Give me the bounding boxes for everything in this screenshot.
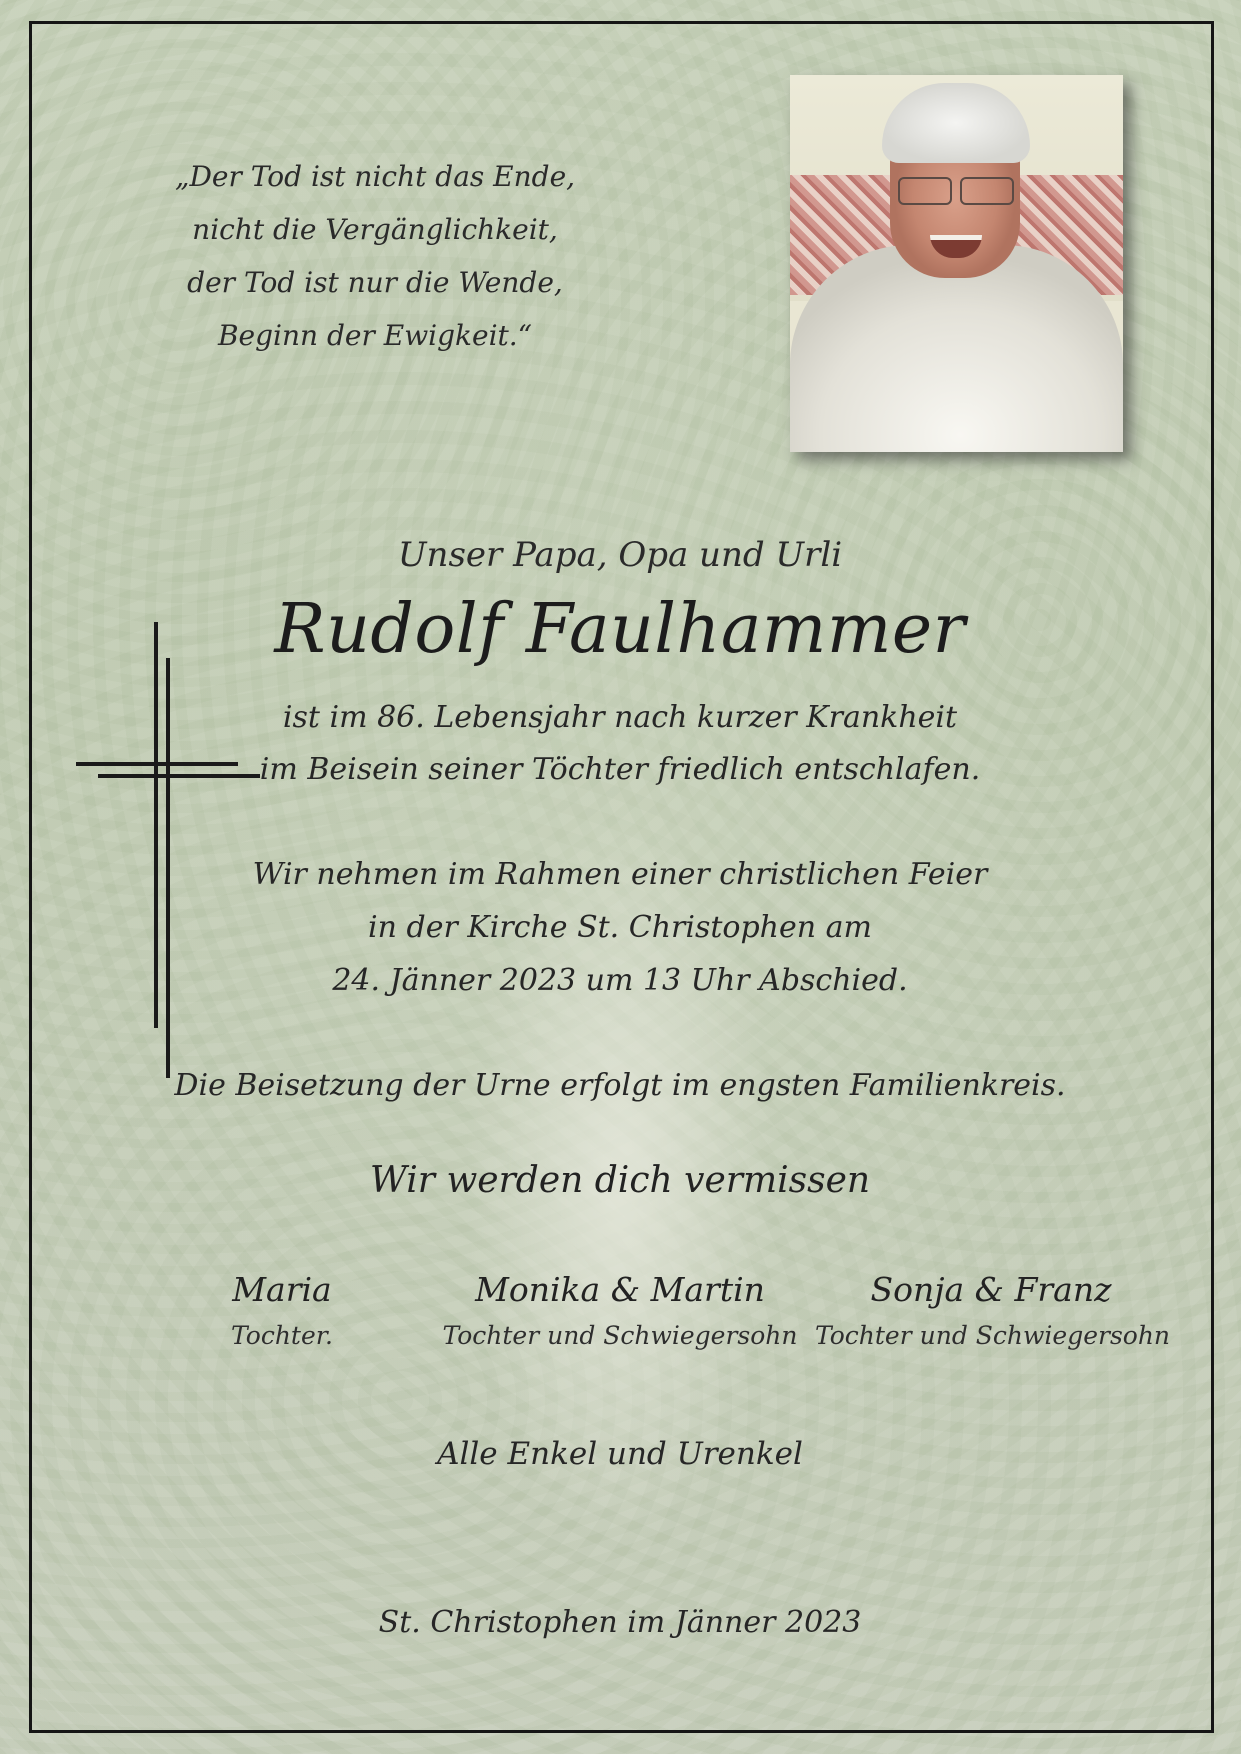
deceased-name: Rudolf Faulhammer: [274, 590, 966, 669]
cross-icon: [76, 622, 260, 1078]
mourner-entry: [440, 1270, 800, 1350]
passing-line: ist im 86. Lebensjahr nach kurzer Krankheit: [282, 700, 958, 735]
intro-line: Unser Papa, Opa und Urli: [397, 535, 843, 575]
place-date-line: St. Christophen im Jänner 2023: [378, 1605, 862, 1640]
quote-line: Beginn der Ewigkeit.“: [217, 319, 532, 352]
quote-line: nicht die Vergänglichkeit,: [192, 213, 558, 246]
mourner-entry: [815, 1270, 1171, 1350]
quote-line: der Tod ist nur die Wende,: [187, 266, 563, 299]
ceremony-line: 24. Jänner 2023 um 13 Uhr Abschied.: [332, 963, 908, 998]
quote-line: „Der Tod ist nicht das Ende,: [174, 160, 576, 193]
grandchildren-line: Alle Enkel und Urenkel: [437, 1436, 803, 1472]
mourner-name: Sonja & Franz: [870, 1270, 1112, 1309]
ceremony-line: Wir nehmen im Rahmen einer christlichen Feier: [252, 857, 988, 892]
mourner-relation: Tochter und Schwiegersohn: [815, 1321, 1171, 1350]
quote-block: [130, 150, 620, 362]
closing-line: Wir werden dich vermissen: [369, 1160, 871, 1201]
mourner-name: Maria: [232, 1270, 332, 1309]
mourner-relation: Tochter.: [231, 1321, 333, 1350]
ceremony-line: in der Kirche St. Christophen am: [368, 910, 872, 945]
mourner-entry: [182, 1270, 382, 1350]
passing-line: im Beisein seiner Töchter friedlich entschlafen.: [259, 752, 981, 787]
portrait-photo: [790, 75, 1123, 452]
burial-line: Die Beisetzung der Urne erfolgt im engsten Familienkreis.: [174, 1068, 1066, 1103]
mourner-name: Monika & Martin: [475, 1270, 765, 1309]
mourner-relation: Tochter und Schwiegersohn: [442, 1321, 798, 1350]
